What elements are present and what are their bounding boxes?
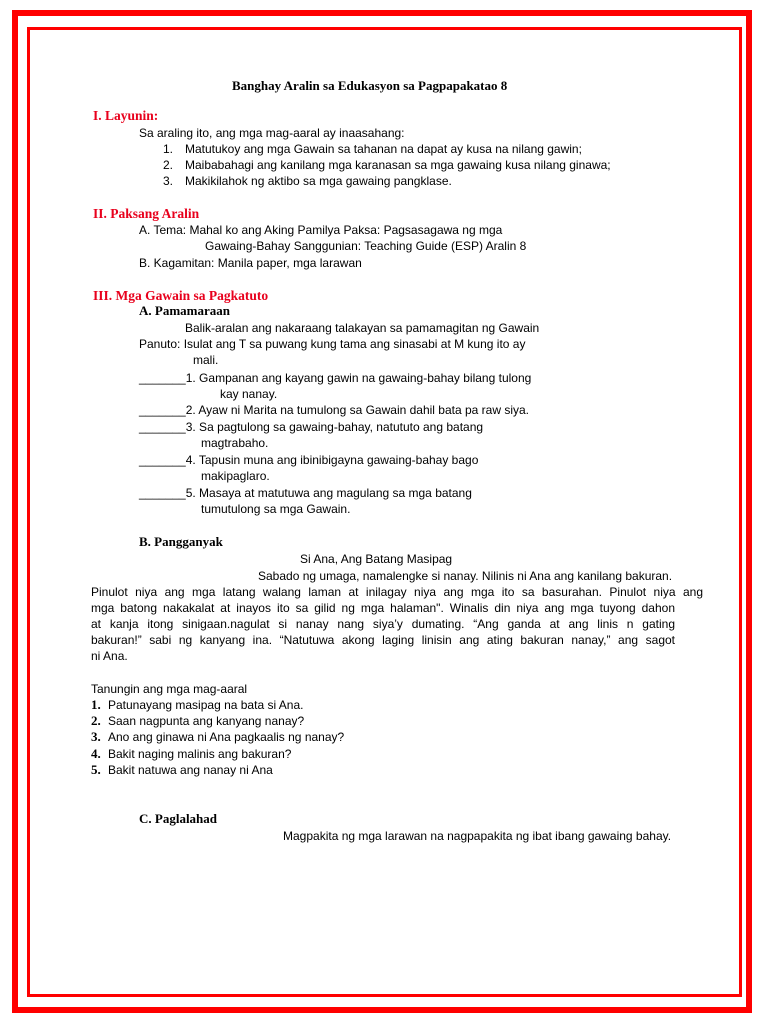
paksa-a-line2: Gawaing-Bahay Sanggunian: Teaching Guide (ESP) Aralin 8: [205, 239, 527, 253]
quiz-item-line1: _______1. Gampanan ang kayang gawin na gawaing-bahay bilang tulong: [139, 371, 532, 385]
quiz-item-line1: _______3. Sa pagtulong sa gawaing-bahay, natututo ang batang: [139, 420, 484, 434]
question-text: Patunayang masipag na bata si Ana.: [108, 698, 304, 712]
quiz-item-line1: _______5. Masaya at matutuwa ang magulang sa mga batang: [139, 486, 472, 500]
question-text: Saan nagpunta ang kanyang nanay?: [108, 714, 305, 728]
section-heading-layunin: I. Layunin:: [93, 108, 159, 123]
tanungin-intro: Tanungin ang mga mag-aaral: [91, 682, 248, 696]
subheading-pamamaraan: A. Pamamaraan: [139, 303, 230, 318]
quiz-item-line2: tumutulong sa mga Gawain.: [201, 502, 351, 516]
document-title: Banghay Aralin sa Edukasyon sa Pagpapakatao 8: [232, 78, 508, 93]
story-line: ni Ana.: [91, 649, 128, 663]
story-title: Si Ana, Ang Batang Masipag: [300, 552, 453, 566]
layunin-intro: Sa araling ito, ang mga mag-aaral ay inaasahang:: [139, 126, 405, 140]
quiz-item-line1: _______4. Tapusin muna ang ibinibigayna gawaing-bahay bago: [139, 453, 479, 467]
layunin-item-num: 2.: [163, 158, 174, 172]
layunin-item-text: Matutukoy ang mga Gawain sa tahanan na dapat ay kusa na nilang gawin;: [185, 142, 582, 156]
question-text: Bakit natuwa ang nanay ni Ana: [108, 763, 273, 777]
quiz-item-line2: magtrabaho.: [201, 436, 269, 450]
paksa-b-line: B. Kagamitan: Manila paper, mga larawan: [139, 256, 362, 270]
paglalahad-text: Magpakita ng mga larawan na nagpapakita ng ibat ibang gawaing bahay.: [283, 829, 672, 843]
question-num: 2.: [91, 713, 101, 728]
question-text: Ano ang ginawa ni Ana pagkaalis ng nanay?: [108, 730, 345, 744]
subheading-pangganyak: B. Pangganyak: [139, 534, 223, 549]
panuto-line1: Panuto: Isulat ang T sa puwang kung tama ang sinasabi at M kung ito ay: [139, 337, 526, 351]
layunin-item-num: 1.: [163, 142, 174, 156]
question-num: 3.: [91, 729, 101, 744]
question-num: 1.: [91, 697, 101, 712]
paksa-a-line1: A. Tema: Mahal ko ang Aking Pamilya Paksa: Pagsasagawa ng mga: [139, 223, 503, 237]
layunin-item-text: Makikilahok ng aktibo sa mga gawaing pangklase.: [185, 174, 452, 188]
quiz-item-line2: makipaglaro.: [201, 469, 270, 483]
question-text: Bakit naging malinis ang bakuran?: [108, 747, 292, 761]
section-heading-paksa: II. Paksang Aralin: [93, 206, 200, 221]
question-num: 5.: [91, 762, 101, 777]
balik-aralan-text: Balik-aralan ang nakaraang talakayan sa pamamagitan ng Gawain: [185, 321, 540, 335]
quiz-item-line1: _______2. Ayaw ni Marita na tumulong sa Gawain dahil bata pa raw siya.: [139, 403, 530, 417]
layunin-item-num: 3.: [163, 174, 174, 188]
story-line: at kanja itong sinigaan.nagulat si nanay nang siya’y dumating. “Ang ganda at ang linis n gating: [91, 617, 675, 631]
story-line: mga batong nakakalat at inayos ito sa gilid ng mga halaman". Winalis din niya ang mga tuyong dahon: [91, 601, 675, 615]
quiz-item-line2: kay nanay.: [220, 387, 278, 401]
story-line: Sabado ng umaga, namalengke si nanay. Nilinis ni Ana ang kanilang bakuran.: [258, 569, 673, 583]
story-line: Pinulot niya ang mga latang walang laman at inilagay niya ang mga ito sa basurahan. Pinulot niya ang: [91, 585, 703, 599]
subheading-paglalahad: C. Paglalahad: [139, 811, 218, 826]
question-num: 4.: [91, 746, 101, 761]
layunin-item-text: Maibabahagi ang kanilang mga karanasan sa mga gawaing kusa nilang ginawa;: [185, 158, 611, 172]
story-line: bakuran!” sabi ng kanyang ina. “Natutuwa akong laging linisin ang ating bakuran nanay,” ang sagot: [91, 633, 675, 647]
section-heading-gawain: III. Mga Gawain sa Pagkatuto: [93, 288, 269, 303]
panuto-line2: mali.: [193, 353, 219, 367]
